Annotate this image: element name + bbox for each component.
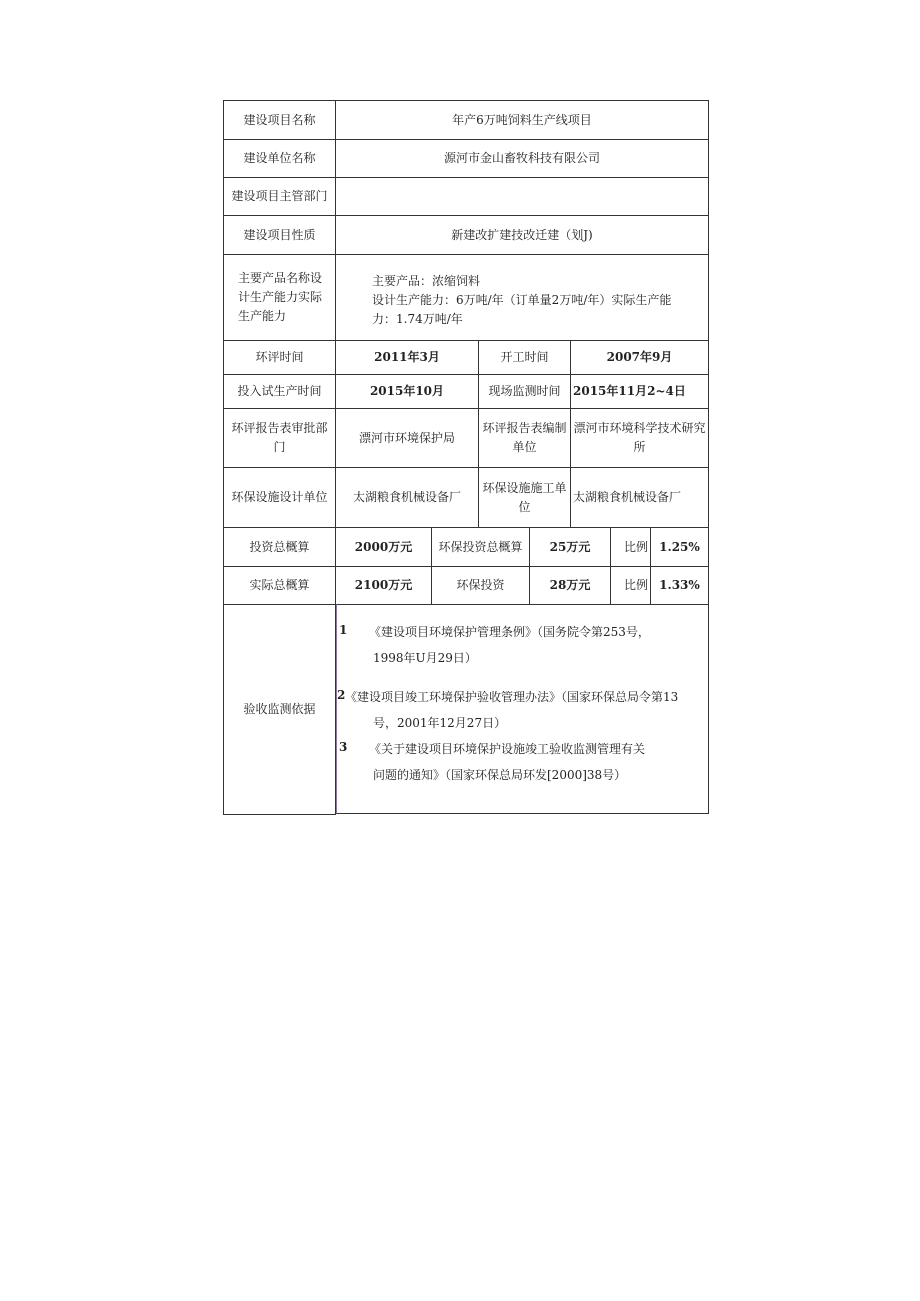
basis-label: 验收监测依据 — [223, 604, 336, 815]
nature-label: 建设项目性质 — [223, 215, 336, 255]
authority-value — [335, 177, 709, 216]
project-name-label: 建设项目名称 — [223, 100, 336, 140]
env-budget-value: 25万元 — [529, 527, 611, 567]
approval-label: 环评报告表审批部门 — [223, 408, 336, 468]
budget-ratio-value: 1.25% — [650, 527, 709, 567]
eia-time-label: 环评时间 — [223, 340, 336, 375]
basis-list — [336, 604, 709, 814]
env-budget-label: 环保投资总概算 — [431, 527, 530, 567]
compiler-label: 环评报告表编制单位 — [478, 408, 571, 468]
basis-num: 2 — [337, 688, 346, 702]
facility-build-value: 太湖粮食机械设备厂 — [570, 467, 709, 528]
approval-value: 漂河市环境保护局 — [335, 408, 479, 468]
monitor-time-label: 现场监测时间 — [478, 374, 571, 409]
actual-value: 2100万元 — [335, 566, 432, 605]
trial-time-label: 投入试生产时间 — [223, 374, 336, 409]
compiler-value: 漂河市环境科学技术研究所 — [570, 408, 709, 468]
start-time-value: 2007年9月 — [570, 340, 709, 375]
basis-line: 1998年U月29日） — [373, 651, 477, 665]
actual-ratio-value: 1.33% — [650, 566, 709, 605]
products-line: 力：1.74万吨/年 — [372, 312, 463, 326]
monitor-time-value: 2015年11月2~4日 — [570, 374, 709, 409]
budget-ratio-label: 比例 — [610, 527, 651, 567]
unit-name-value: 源河市金山畜牧科技有限公司 — [335, 139, 709, 178]
budget-value: 2000万元 — [335, 527, 432, 567]
basis-line: 《建设项目环境保护管理条例》（国务院令第253号， — [369, 625, 650, 639]
basis-line: 《关于建设项目环境保护设施竣工验收监测管理有关 — [369, 742, 646, 756]
basis-line: 问题的通知》（国家环保总局环发[2000]38号） — [373, 768, 627, 782]
trial-time-value: 2015年10月 — [335, 374, 479, 409]
project-name-value: 年产6万吨饲料生产线项目 — [335, 100, 709, 140]
products-line: 主要产品：浓缩饲料 — [372, 274, 481, 288]
authority-label: 建设项目主管部门 — [223, 177, 336, 216]
env-invest-value: 28万元 — [529, 566, 611, 605]
basis-num: 1 — [339, 623, 348, 637]
products-line: 设计生产能力：6万吨/年（订单量2万吨/年）实际生产能 — [372, 293, 672, 307]
budget-label: 投资总概算 — [223, 527, 336, 567]
basis-line: 号，2001年12月27日） — [373, 716, 507, 730]
actual-ratio-label: 比例 — [610, 566, 651, 605]
unit-name-label: 建设单位名称 — [223, 139, 336, 178]
actual-label: 实际总概算 — [223, 566, 336, 605]
products-value — [335, 254, 709, 341]
basis-num: 3 — [339, 740, 348, 754]
facility-build-label: 环保设施施工单位 — [478, 467, 571, 528]
eia-time-value: 2011年3月 — [335, 340, 479, 375]
facility-design-label: 环保设施设计单位 — [223, 467, 336, 528]
facility-design-value: 太湖粮食机械设备厂 — [335, 467, 479, 528]
basis-line: 《建设项目竣工环境保护验收管理办法》（国家环保总局令第13 — [345, 690, 679, 704]
products-label: 主要产品名称设计生产能力实际生产能力 — [223, 254, 336, 341]
env-invest-label: 环保投资 — [431, 566, 530, 605]
nature-value: 新建改扩建技改迁建（划J) — [335, 215, 709, 255]
start-time-label: 开工时间 — [478, 340, 571, 375]
